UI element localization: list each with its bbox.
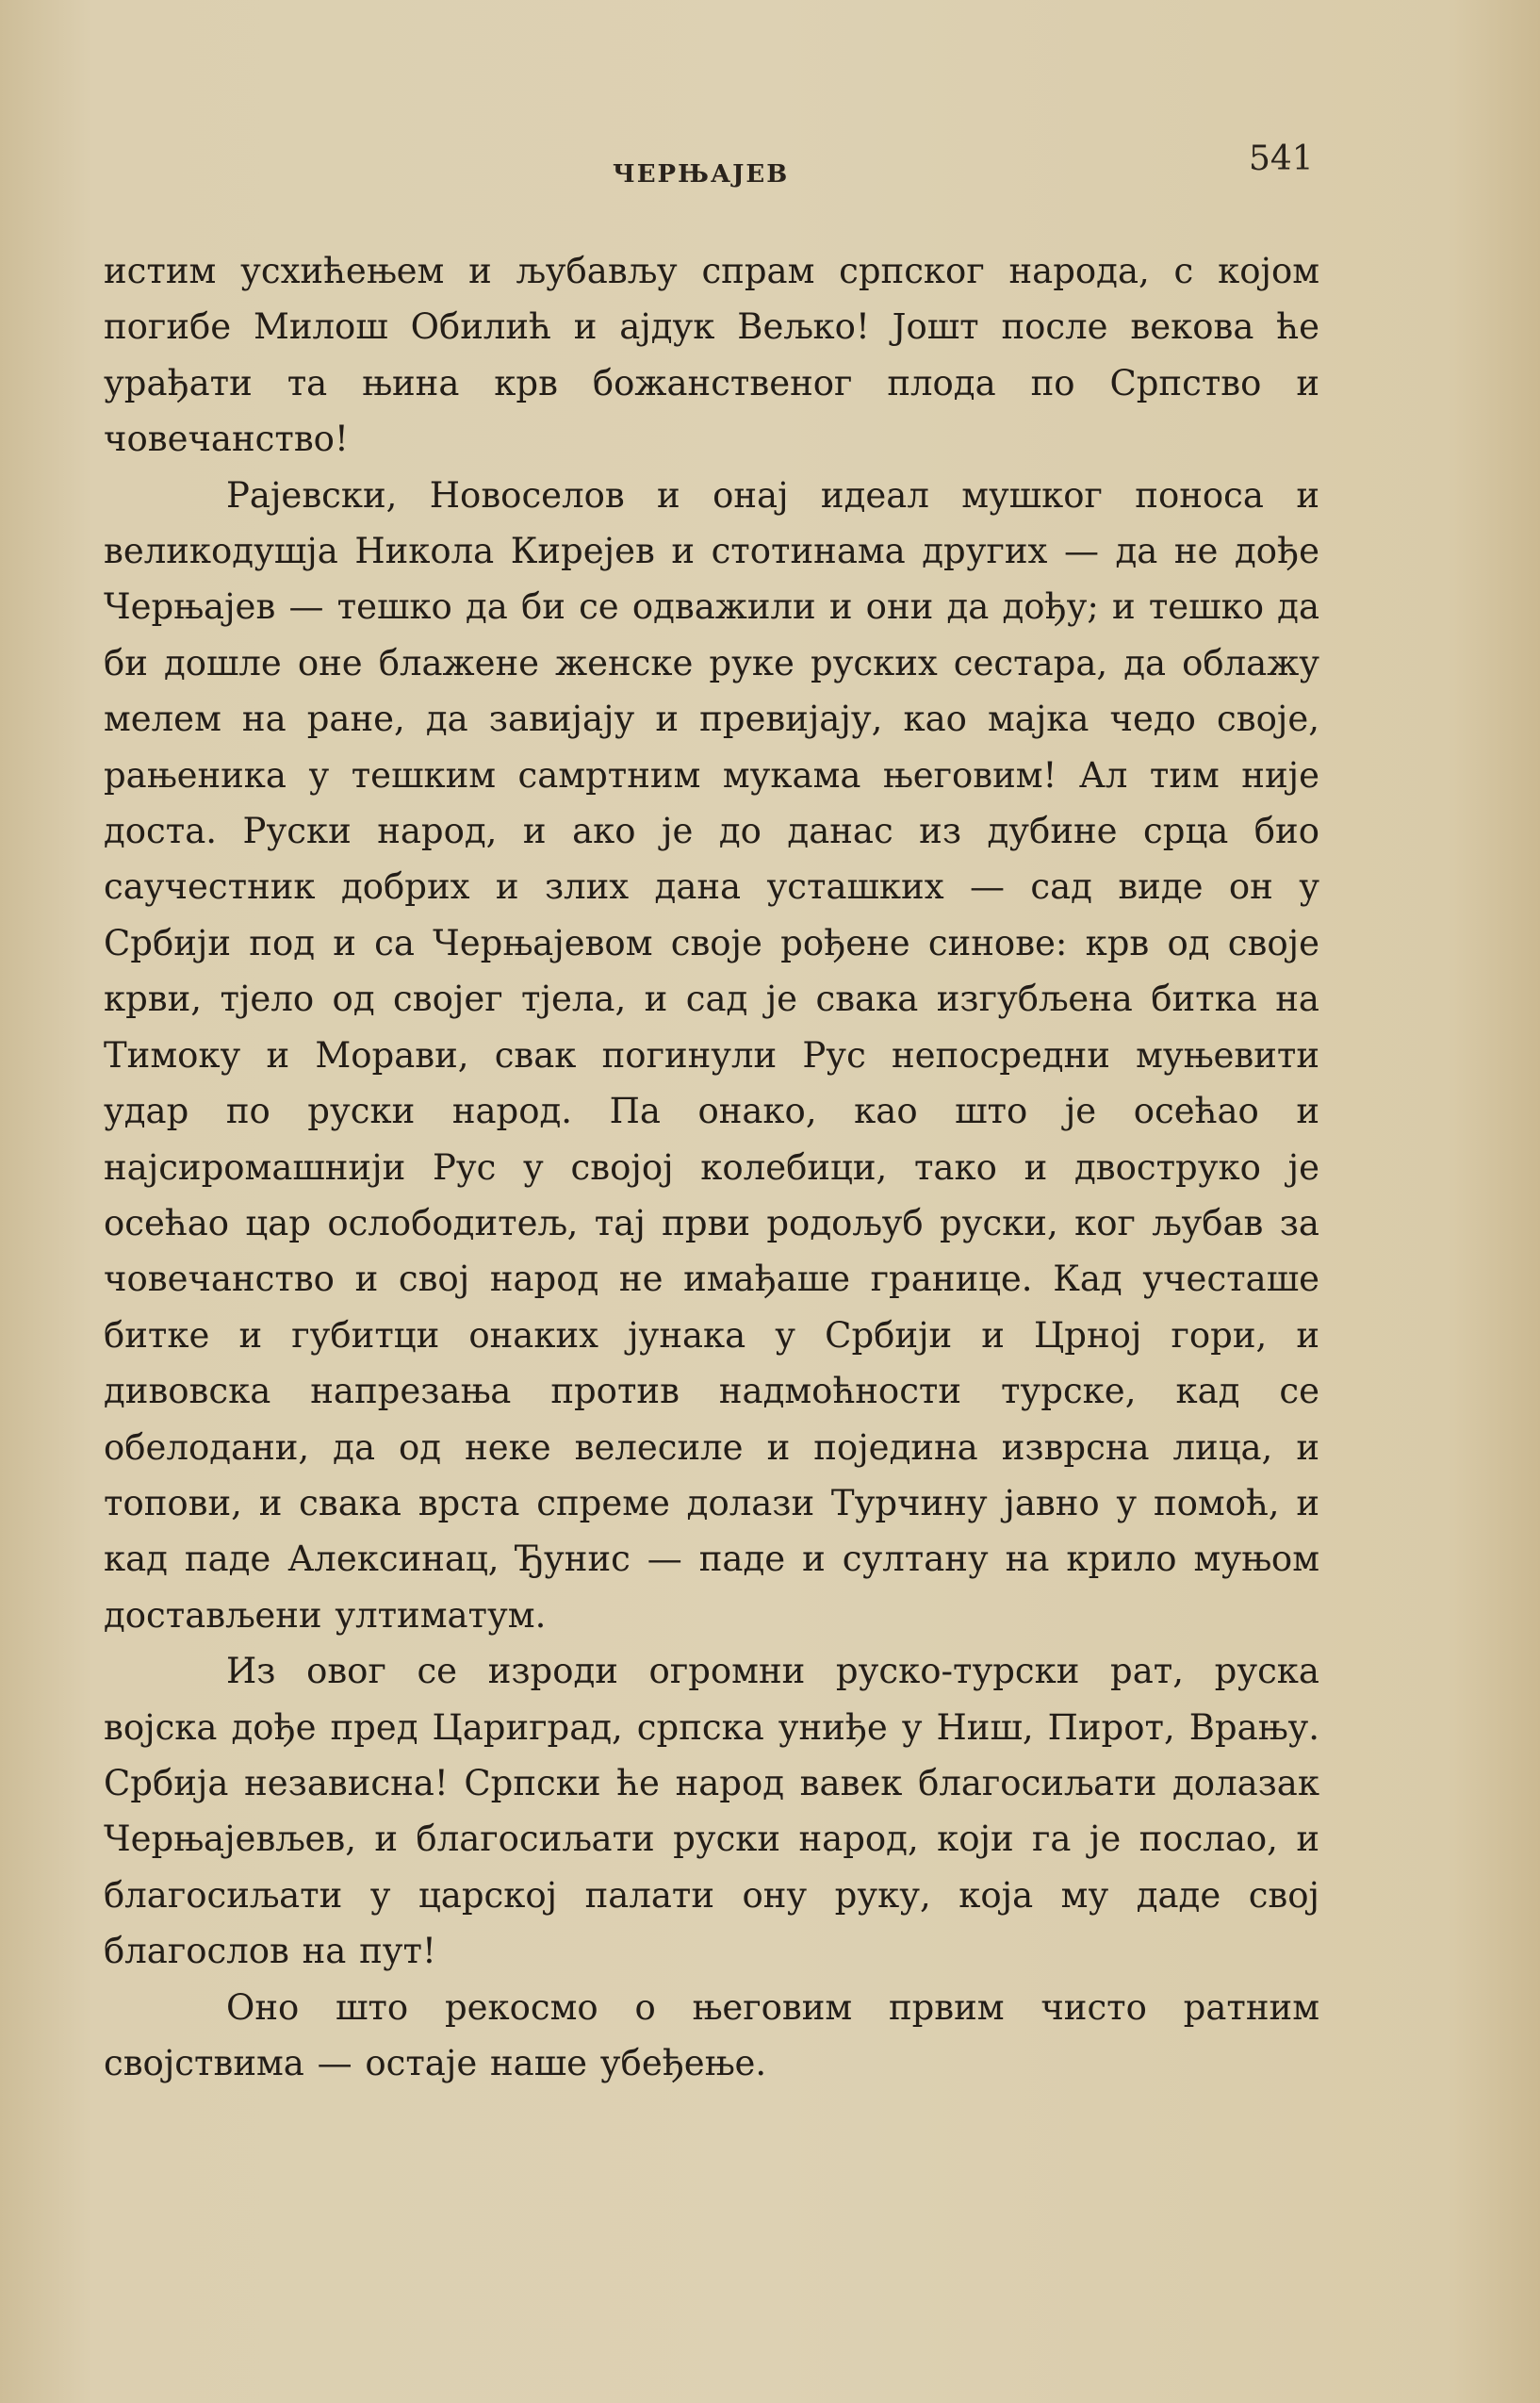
paragraph-continuation: истим усхићењем и љубављу спрам српског народа, с којом погибе Милош Обилић и ајдук Вељко! Јошт после векова ће урађати та њина крв божанственог плода по Српство и човечанство!: [104, 251, 1319, 460]
paragraph-volunteers: Рајевски, Новоселов и онај идеал мушког поноса и великодушја Никола Кирејев и стотинама других — да не дође Черњајев — тешко да би се одважили и они да дођу; и тешко да би дошле оне блажене женске руке руских сестара, да облажу мелем на ране, да завијају и превијају, као мајка чедо своје, рањеника у тешким самртним мукама његовим! Ал тим није доста. Руски народ, и ако је до данас из дубине срца био саучестник добрих и злих дана усташких — сад виде он у Србији под и са Черњајевом своје рођене синове: крв од своје крви, тјело од својег тјела, и сад је свака изгубљена битка на Тимоку и Морави, свак погинули Рус непосредни муњевити удар по руски народ. Па онако, као што је осећао и најсиромашнији Рус у својој колебици, тако и двоструко је осећао цар ослободитељ, тај први родољуб руски, ког љубав за човечанство и свој народ не имађаше границе. Кад учесташе битке и губитци онаких јунака у Србији и Црној гори, и дивовска напрезања против надмоћности турске, кад се обелодани, да од неке велесиле и поједина изврсна лица, и топови, и свака врста спреме долази Турчину јавно у помоћ, и кад паде Алексинац, Ђунис — паде и султану на крило муњом достављени ултиматум.: [104, 474, 1319, 1636]
paragraph-conclusion: Оно што рекосмо о његовим првим чисто ратним својствима — остаје наше убеђење.: [104, 1986, 1319, 2083]
running-head: [104, 132, 1329, 207]
running-title: ЧЕРЊАЈЕВ: [613, 160, 790, 189]
paragraph-war: Из овог се изроди огромни руско-турски рат, руска војска дође пред Цариград, српска униђе у Ниш, Пирот, Врању. Србија независна! Српски ће народ вавек благосиљати долазак Черњајевљев, и благосиљати руски народ, који га је послао, и благосиљати у царској палати ону руку, која му даде свој благослов на пут!: [104, 1651, 1319, 1972]
body-text: [104, 243, 1319, 2091]
page-number: 541: [1249, 140, 1314, 178]
